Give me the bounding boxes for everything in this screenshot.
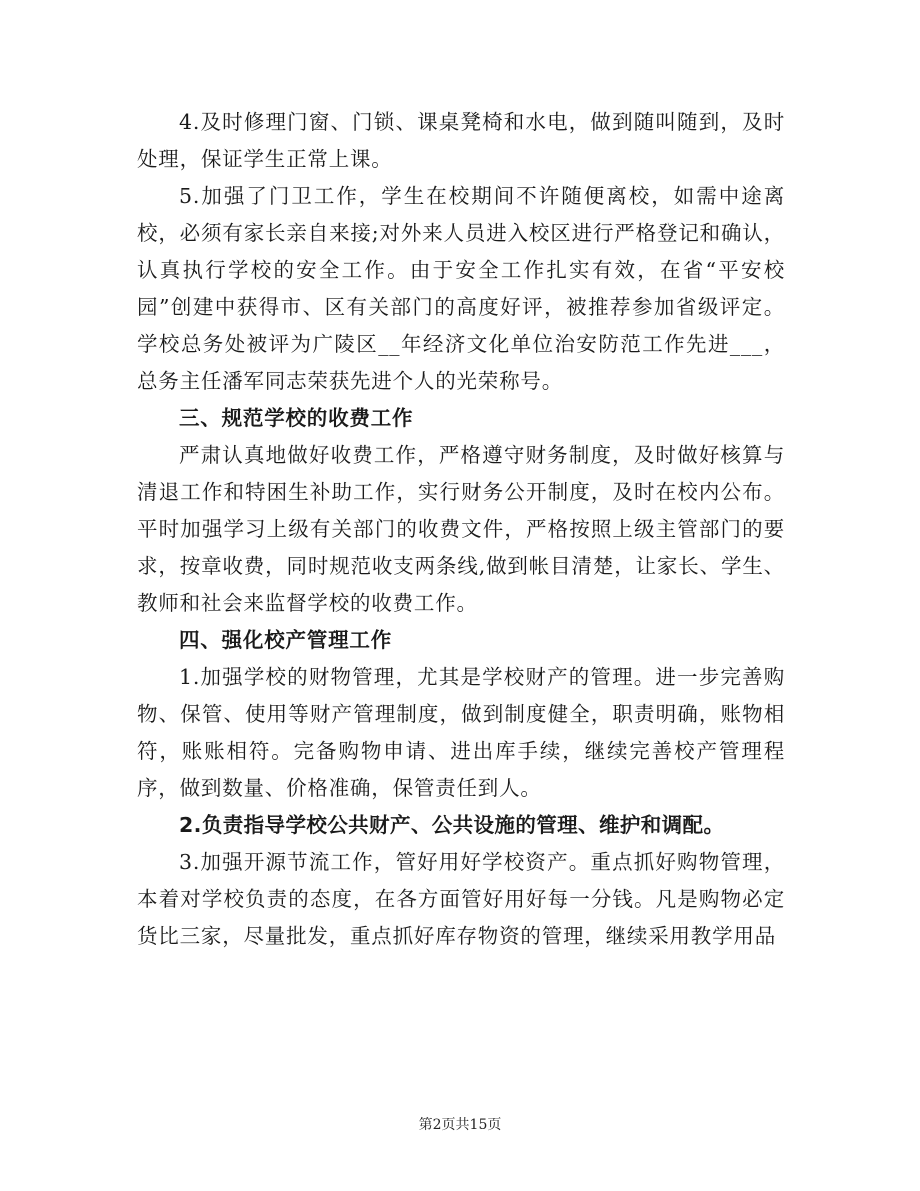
paragraph-cost-saving: 3.加强开源节流工作，管好用好学校资产。重点抓好购物管理，本着对学校负责的态度，在各方面管好用好每一分钱。凡是购物必定货比三家，尽量批发，重点抓好库存物资的管理，继续采用教学用品 [137, 850, 785, 948]
paragraph-fees: 严肃认真地做好收费工作，严格遵守财务制度，及时做好核算与清退工作和特困生补助工作，实行财务公开制度，及时在校内公布。平时加强学习上级有关部门的收费文件，严格按照上级主管部门的要求，按章收费，同时规范收支两条线,做到帐目清楚，让家长、学生、教师和社会来监督学校的收费工作。 [137, 443, 785, 615]
document-body [137, 104, 785, 955]
section-heading-fees: 三、规范学校的收费工作 [179, 406, 414, 430]
page-number: 第2页共15页 [418, 1117, 502, 1133]
subheading-public-facilities: 2.负责指导学校公共财产、公共设施的管理、维护和调配。 [179, 813, 725, 837]
paragraph-gatekeeping: 5.加强了门卫工作，学生在校期间不许随便离校，如需中途离校，必须有家长亲自来接;对外来人员进入校区进行严格登记和确认，认真执行学校的安全工作。由于安全工作扎实有效，在省“平安校园”创建中获得市、区有关部门的高度好评，被推荐参加省级评定。学校总务处被评为广陵区__年经济文化单位治安防范工作先进___，总务主任潘军同志荣获先进个人的光荣称号。 [137, 184, 785, 393]
section-heading-property: 四、强化校产管理工作 [179, 628, 392, 652]
paragraph-repair: 4.及时修理门窗、门锁、课桌凳椅和水电，做到随叫随到，及时处理，保证学生正常上课。 [137, 110, 785, 171]
paragraph-property-management: 1.加强学校的财物管理，尤其是学校财产的管理。进一步完善购物、保管、使用等财产管理制度，做到制度健全，职责明确，账物相符，账账相符。完备购物申请、进出库手续，继续完善校产管理程序，做到数量、价格准确，保管责任到人。 [137, 665, 785, 800]
